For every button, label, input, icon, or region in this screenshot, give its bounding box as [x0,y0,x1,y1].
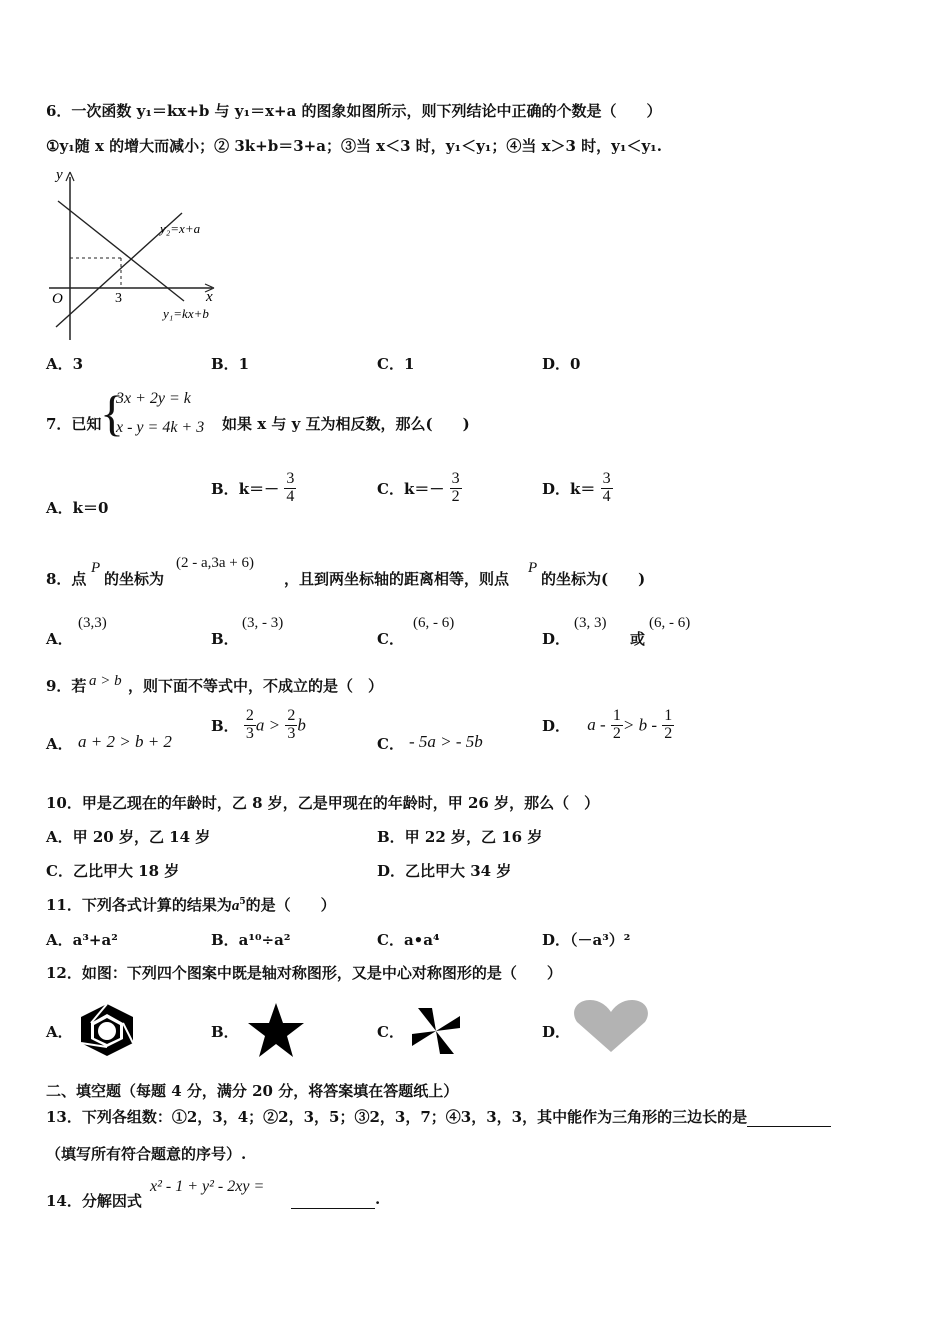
heart-shape [574,1000,648,1052]
origin-label: O [52,291,63,307]
q7-suffix: 如果 x 与 y 互为相反数，那么( ) [222,415,470,433]
q7-option-a[interactable]: A．k＝0 [46,499,109,517]
q13-line1: 13．下列各组数：①2，3，4；②2，3，5；③2，3，7；④3，3，3，其中能作为三角形的三边长的是 [46,1106,831,1127]
section2-heading: 二、填空题（每题 4 分，满分 20 分，将答案填在答题纸上） [46,1082,459,1100]
q10-option-d[interactable]: D．乙比甲大 34 岁 [377,862,512,880]
q8-p1: P [91,560,101,576]
q7-option-b[interactable]: B．k＝－ $\frac{3}{4}$ [211,470,295,505]
q9-part2: ，则下面不等式中，不成立的是（ ） [128,677,384,695]
q13-line2: （填写所有符合题意的序号）. [46,1145,247,1163]
q6-option-b[interactable]: B．1 [211,355,250,373]
q9-option-c-expr[interactable]: - 5a > - 5b [409,732,483,751]
q8-option-a-label[interactable]: A． [46,630,73,648]
q7-option-c[interactable]: C．k＝－ $\frac{3}{2}$ [377,470,460,505]
q10-option-b[interactable]: B．甲 22 岁，乙 16 岁 [377,828,543,846]
blade-shape [418,1008,436,1031]
q7-eq1: 3x + 2y = k [116,390,191,407]
q7-eq2: x - y = 4k + 3 [116,419,205,436]
q8-option-b-value[interactable]: (3, - 3) [242,615,284,631]
q9-option-b[interactable]: B． $\frac{2}{3}$ a > $\frac{2}{3}$ b [211,707,306,742]
q9-option-a-label[interactable]: A． [46,735,73,753]
q12-option-c-label[interactable]: C． [377,1023,404,1041]
q8-option-d-or: 或 [630,630,646,648]
q6-option-a[interactable]: A．3 [46,355,84,373]
q10-option-a[interactable]: A．甲 20 岁，乙 14 岁 [46,828,211,846]
q7-option-d[interactable]: D．k＝ $\frac{3}{4}$ [542,470,611,505]
q8-part1: 8．点 [46,570,87,588]
q12-option-b-figure[interactable] [246,1002,306,1058]
star-shape [248,1003,304,1057]
q12-option-d-figure[interactable] [572,998,650,1054]
q6-stem: 6．一次函数 y₁＝kx+b 与 y₁＝x+a 的图象如图所示，则下列结论中正确的个数是（ ） [46,102,662,120]
q13-answer-blank[interactable] [747,1108,831,1127]
q11-option-a[interactable]: A．a³+a² [46,931,118,949]
q11-option-c[interactable]: C．a•a⁴ [377,931,440,949]
q14-expr: x² - 1 + y² - 2xy = [150,1178,265,1195]
q12-option-a-figure[interactable] [78,1002,136,1058]
q12-option-a-label[interactable]: A． [46,1023,73,1041]
q8-part4: 的坐标为( ) [541,570,646,588]
q10-stem: 10．甲是乙现在的年龄时，乙 8 岁，乙是甲现在的年龄时，甲 26 岁，那么（ ） [46,794,600,812]
q14-prefix: 14．分解因式 [46,1192,142,1210]
q6-graph [44,165,244,345]
q6-option-c[interactable]: C．1 [377,355,415,373]
line2-label: y₂=x+a [160,221,201,236]
q12-stem: 12．如图：下列四个图案中既是轴对称图形，又是中心对称图形的是（ ） [46,964,562,982]
x-label: x [206,289,213,305]
q10-option-c[interactable]: C．乙比甲大 18 岁 [46,862,180,880]
q8-option-b-label[interactable]: B． [211,630,239,648]
q11-option-b[interactable]: B．a¹⁰÷a² [211,931,291,949]
q11-stem: 11．下列各式计算的结果为$a^5$的是（ ） [46,896,336,914]
q7-brace: { [100,385,124,441]
q14-answer[interactable]: . [291,1190,380,1209]
q8-p2: P [528,560,538,576]
q12-option-d-label[interactable]: D． [542,1023,571,1041]
y-label: y [56,167,63,183]
line1-label: y₁=kx+b [163,306,209,321]
q7-prefix: 7．已知 [46,415,102,433]
tick-label: 3 [115,291,122,306]
q9-part1: 9．若 [46,677,87,695]
q9-option-a-expr[interactable]: a + 2 > b + 2 [78,732,172,751]
q8-option-a-value[interactable]: (3,3) [78,615,107,631]
q8-option-c-value[interactable]: (6, - 6) [413,615,455,631]
line-y1 [58,201,184,301]
q8-option-d-value2[interactable]: (6, - 6) [649,615,691,631]
q11-option-d[interactable]: D．（－a³）² [542,931,631,949]
q9-option-c-label[interactable]: C． [377,735,404,753]
q8-option-d-value1[interactable]: (3, 3) [574,615,607,631]
q8-option-c-label[interactable]: C． [377,630,404,648]
q8-part3: ，且到两坐标轴的距离相等，则点 [284,570,510,588]
q14-answer-blank[interactable] [291,1190,375,1209]
q6-statements: ①y₁随 x 的增大而减小；② 3k+b＝3+a；③当 x＜3 时，y₁＜y₁；④当 x＞3 时，y₁＜y₁. [46,137,662,155]
q8-option-d-label[interactable]: D． [542,630,571,648]
q12-option-c-figure[interactable] [410,1006,462,1056]
q8-coord: (2 - a,3a + 6) [176,555,255,571]
q12-option-b-label[interactable]: B． [211,1023,239,1041]
q9-cond: a > b [89,673,122,689]
q6-option-d[interactable]: D．0 [542,355,581,373]
q9-option-d[interactable]: D． a - $\frac{1}{2}$ > b - $\frac{1}{2}$ [542,707,673,742]
q8-part2: 的坐标为 [104,570,165,588]
